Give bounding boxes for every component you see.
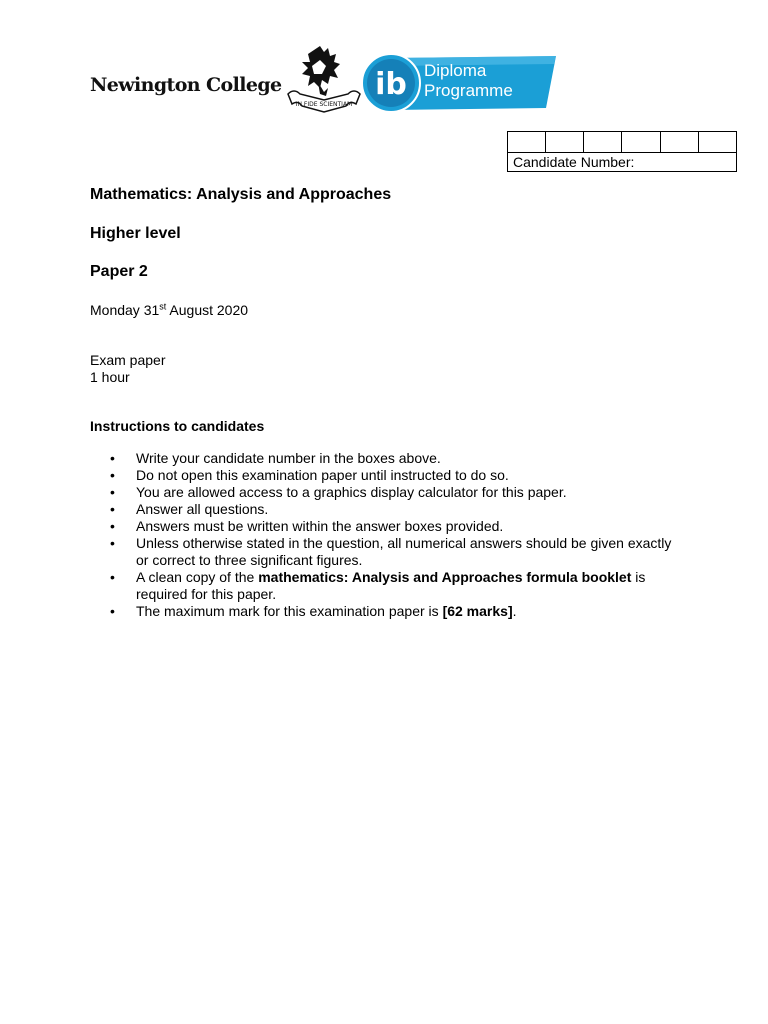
bullet: • <box>110 535 115 551</box>
paper-title: Paper 2 <box>90 263 148 280</box>
crest-motto: IN FIDE SCIENTIAM <box>295 101 353 108</box>
instruction-item <box>110 501 680 518</box>
instruction-text: You are allowed access to a graphics display calculator for this paper. <box>136 484 567 500</box>
instruction-item-booklet <box>110 569 680 603</box>
instruction-item-max-mark <box>110 603 680 620</box>
instruction-text: Answers must be written within the answer boxes provided. <box>136 518 504 534</box>
ib-mark: ib <box>375 67 407 102</box>
instruction-text: Do not open this examination paper until instructed to do so. <box>136 467 509 483</box>
date-ordinal: st <box>159 301 167 312</box>
candidate-number-label: Candidate Number: <box>508 153 737 172</box>
candidate-digit-box-2[interactable] <box>546 132 584 153</box>
ib-diploma-logo <box>360 52 560 114</box>
bullet: • <box>110 603 115 619</box>
booklet-post: is required for this paper. <box>136 569 646 602</box>
booklet-pre: A clean copy of the <box>136 569 259 585</box>
header <box>0 0 768 120</box>
max-mark-bold: [62 marks] <box>442 603 513 619</box>
college-name: Newington College <box>90 74 282 96</box>
exam-duration: 1 hour <box>90 369 130 385</box>
bullet: • <box>110 518 115 534</box>
instructions-list <box>110 450 680 620</box>
candidate-number-box <box>507 131 737 172</box>
bullet: • <box>110 484 115 500</box>
instruction-text: Answer all questions. <box>136 501 269 517</box>
candidate-digit-box-5[interactable] <box>660 132 698 153</box>
level-title: Higher level <box>90 225 181 242</box>
candidate-digit-row <box>508 132 737 153</box>
exam-date <box>90 302 248 318</box>
date-rest: August 2020 <box>166 302 249 318</box>
ib-programme-text: Programme <box>424 81 513 100</box>
candidate-digit-box-3[interactable] <box>584 132 622 153</box>
exam-info <box>90 352 165 386</box>
instruction-item <box>110 450 680 467</box>
bullet: • <box>110 467 115 483</box>
instructions-heading: Instructions to candidates <box>90 418 265 434</box>
instruction-text: Write your candidate number in the boxes above. <box>136 450 441 466</box>
ib-diploma-text: Diploma <box>424 61 487 80</box>
max-mark-pre: The maximum mark for this examination paper is <box>136 603 443 619</box>
candidate-digit-box-4[interactable] <box>622 132 660 153</box>
candidate-digit-box-6[interactable] <box>698 132 736 153</box>
booklet-bold: mathematics: Analysis and Approaches formula booklet <box>258 569 632 585</box>
bullet: • <box>110 501 115 517</box>
college-crest-logo <box>284 44 364 116</box>
bullet: • <box>110 450 115 466</box>
exam-type: Exam paper <box>90 352 166 368</box>
bullet: • <box>110 569 115 585</box>
date-prefix: Monday 31 <box>90 302 160 318</box>
subject-title: Mathematics: Analysis and Approaches <box>90 186 392 203</box>
instruction-item <box>110 518 680 535</box>
instruction-item <box>110 467 680 484</box>
max-mark-post: . <box>512 603 517 619</box>
instruction-item <box>110 484 680 501</box>
instruction-item <box>110 535 680 569</box>
instruction-text: Unless otherwise stated in the question, all numerical answers should be given exactly or correct to three significant figures. <box>136 535 672 568</box>
candidate-digit-box-1[interactable] <box>508 132 546 153</box>
